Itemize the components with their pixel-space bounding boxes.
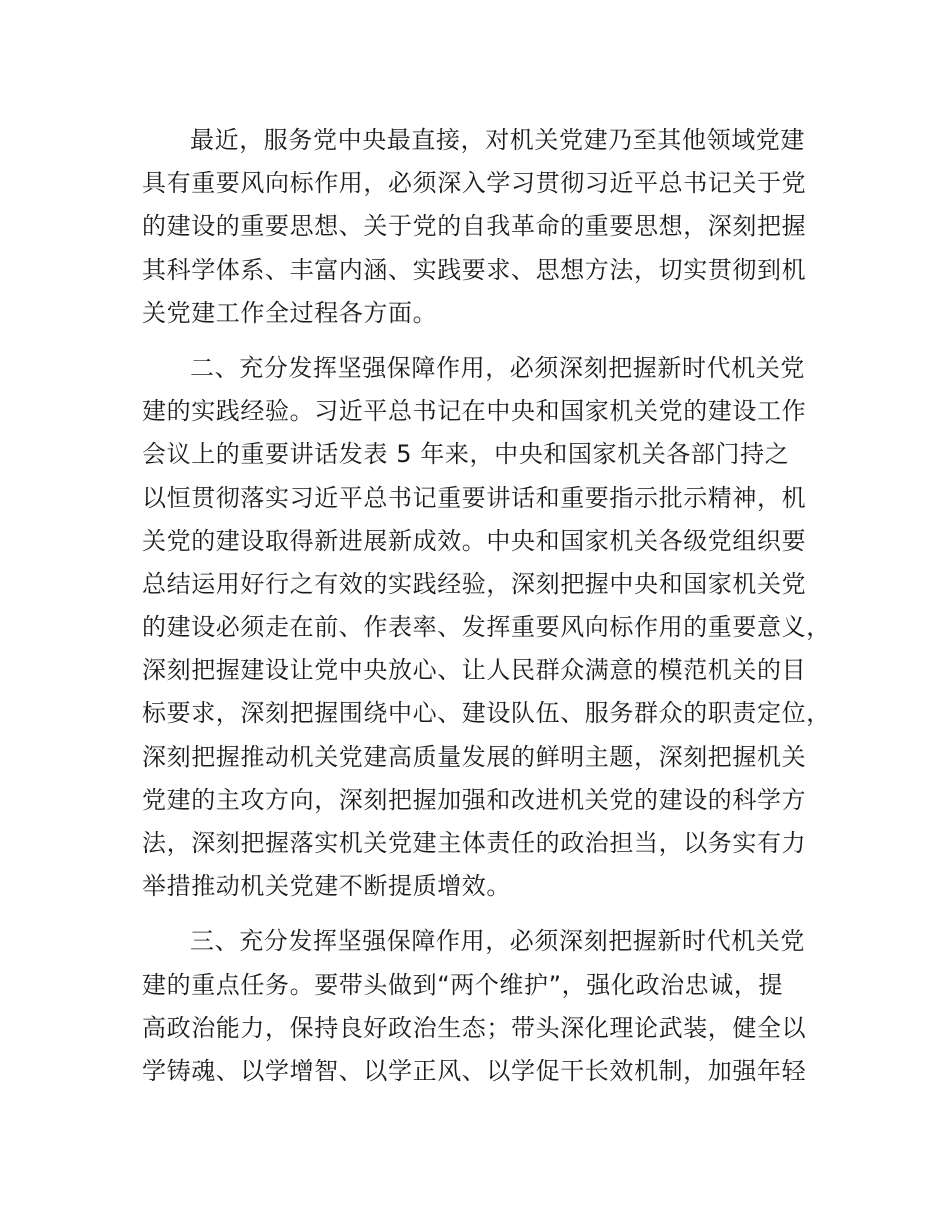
text-line: 最近，服务党中央最直接，对机关党建乃至其他领域党建 bbox=[190, 126, 805, 154]
text-line: 法，深刻把握落实机关党建主体责任的政治担当，以务实有力 bbox=[142, 829, 807, 857]
text-line: 会议上的重要讲话发表 5 年来，中央和国家机关各部门持之 bbox=[142, 440, 790, 469]
paragraph-3 bbox=[142, 920, 834, 1093]
paragraph-1 bbox=[142, 119, 834, 335]
text-line: 深刻把握推动机关党建高质量发展的鲜明主题，深刻把握机关 bbox=[142, 742, 807, 771]
text-line: 举措推动机关党建不断提质增效。 bbox=[142, 872, 511, 901]
text-line: 建的实践经验。习近平总书记在中央和国家机关党的建设工作 bbox=[142, 397, 807, 426]
text-line: 深刻把握建设让党中央放心、让人民群众满意的模范机关的目 bbox=[142, 656, 807, 685]
text-line: 建的重点任务。要带头做到“两个维护”，强化政治忠诚，提 bbox=[142, 970, 784, 999]
text-line: 党建的主攻方向，深刻把握加强和改进机关党的建设的科学方 bbox=[142, 785, 807, 814]
text-line: 关党的建设取得新进展新成效。中央和国家机关各级党组织要 bbox=[142, 526, 807, 555]
text-line: 三、充分发挥坚强保障作用，必须深刻把握新时代机关党 bbox=[190, 927, 805, 956]
document-body bbox=[142, 119, 834, 1093]
text-line: 总结运用好行之有效的实践经验，深刻把握中央和国家机关党 bbox=[142, 569, 807, 598]
text-line: 以恒贯彻落实习近平总书记重要讲话和重要指示批示精神，机 bbox=[142, 483, 807, 512]
text-line: 具有重要风向标作用，必须深入学习贯彻习近平总书记关于党 bbox=[142, 169, 807, 198]
text-line: 学铸魂、以学增智、以学正风、以学促干长效机制，加强年轻 bbox=[142, 1056, 807, 1085]
text-line: 其科学体系、丰富内涵、实践要求、思想方法，切实贯彻到机 bbox=[142, 255, 807, 284]
text-line: 的建设的重要思想、关于党的自我革命的重要思想，深刻把握 bbox=[142, 212, 807, 241]
text-line: 的建设必须走在前、作表率、发挥重要风向标作用的重要意义， bbox=[142, 613, 831, 642]
text-line: 标要求，深刻把握围绕中心、建设队伍、服务群众的职责定位， bbox=[142, 699, 831, 728]
text-line: 二、充分发挥坚强保障作用，必须深刻把握新时代机关党 bbox=[190, 353, 805, 382]
text-line: 关党建工作全过程各方面。 bbox=[142, 298, 438, 327]
text-line: 高政治能力，保持良好政治生态；带头深化理论武装，健全以 bbox=[142, 1013, 807, 1042]
paragraph-2 bbox=[142, 347, 834, 908]
